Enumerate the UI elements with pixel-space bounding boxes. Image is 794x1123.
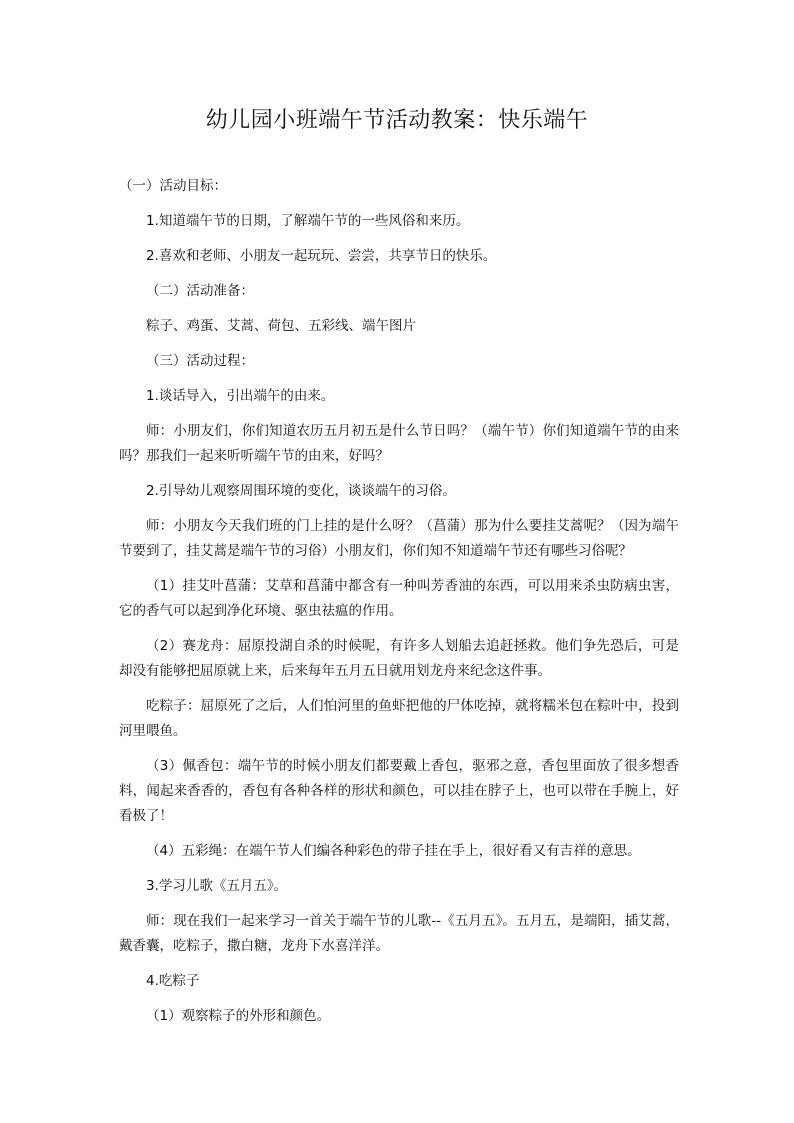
document-body [119,174,679,1039]
paragraph-goal-1: 1.知道端午节的日期，了解端午节的一些风俗和来历。 [146,213,470,229]
paragraph-materials: 粽子、鸡蛋、艾蒿、荷包、五彩线、端午图片 [146,318,416,334]
paragraph-step-1: 1.谈话导入，引出端午的由来。 [146,388,335,404]
section-heading-goals: （一）活动目标： [119,178,227,194]
paragraph-step-2: 2.引导幼儿观察周围环境的变化，谈谈端午的习俗。 [146,483,456,499]
paragraph-teacher-customs: 师：小朋友今天我们班的门上挂的是什么呀？（菖蒲）那为什么要挂艾蒿呢？（因为端午节要到了，挂艾蒿是端午节的习俗）小朋友们，你们知不知道端午节还有哪些习俗呢？ [119,518,679,559]
paragraph-custom-five-color-rope: （4）五彩绳：在端午节人们编各种彩色的带子挂在手上，很好看又有吉祥的意思。 [146,843,641,859]
paragraph-step-3: 3.学习儿歌《五月五》。 [146,878,288,894]
paragraph-custom-calamus: （1）挂艾叶菖蒲：艾草和菖蒲中都含有一种叫芳香油的东西，可以用来杀虫防病虫害，它的香气可以起到净化环境、驱虫祛瘟的作用。 [119,578,679,619]
paragraph-custom-zongzi: 吃粽子：屈原死了之后，人们怕河里的鱼虾把他的尸体吃掉，就将糯米包在粽叶中，投到河里喂鱼。 [119,698,679,739]
paragraph-goal-2: 2.喜欢和老师、小朋友一起玩玩、尝尝，共享节日的快乐。 [146,248,497,264]
section-heading-process: （三）活动过程： [146,353,254,369]
paragraph-step-4: 4.吃粽子 [146,973,200,989]
paragraph-custom-dragon-boat: （2）赛龙舟：屈原投湖自杀的时候呢，有许多人划船去追赶拯救。他们争先恐后，可是却没有能够把屈原就上来，后来每年五月五日就用划龙舟来纪念这件事。 [119,638,679,679]
paragraph-nursery-rhyme: 师：现在我们一起来学习一首关于端午节的儿歌--《五月五》。五月五，是端阳，插艾蒿，戴香囊，吃粽子，撒白糖，龙舟下水喜洋洋。 [119,913,679,954]
paragraph-teacher-intro: 师：小朋友们，你们知道农历五月初五是什么节日吗？（端午节）你们知道端午节的由来吗？那我们一起来听听端午节的由来，好吗？ [119,423,679,464]
document-title: 幼儿园小班端午节活动教案：快乐端午 [205,108,589,133]
section-heading-preparation: （二）活动准备： [146,283,254,299]
paragraph-observe-zongzi: （1）观察粽子的外形和颜色。 [146,1008,331,1024]
paragraph-custom-sachet: （3）佩香包：端午节的时候小朋友们都要戴上香包，驱邪之意，香包里面放了很多想香料，闻起来香香的，香包有各种各样的形状和颜色，可以挂在脖子上，也可以带在手腕上，好看极了！ [119,758,679,824]
